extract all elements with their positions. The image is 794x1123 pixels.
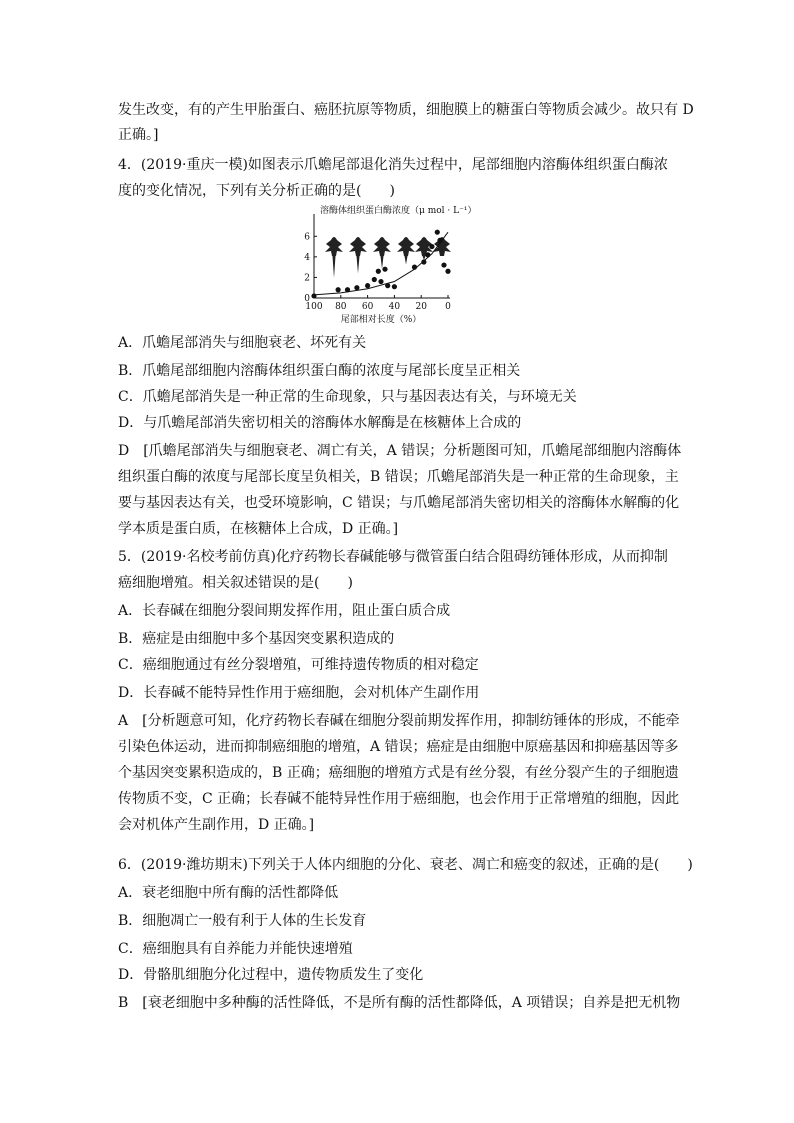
text-line: 发生改变，有的产生甲胎蛋白、癌胚抗原等物质，细胞膜上的糖蛋白等物质会减少。故只有 D <box>118 102 694 118</box>
text-line: 正确。] <box>118 127 159 143</box>
y-tick-label: 6 <box>304 232 310 243</box>
text-line: C．癌细胞通过有丝分裂增殖，可维持遗传物质的相对稳定 <box>118 657 479 673</box>
data-point <box>354 285 359 290</box>
data-point <box>412 265 417 270</box>
text-line: 要与基因表达有关，也受环境影响，C 错误；与爪蟾尾部消失密切相关的溶酶体水解酶的化 <box>118 495 680 511</box>
data-point <box>376 269 381 274</box>
text-line: D．骨骼肌细胞分化过程中，遗传物质发生了变化 <box>118 967 424 983</box>
text-line: B．细胞凋亡一般有利于人体的生长发育 <box>118 913 367 929</box>
text-line: 传物质不变，C 正确；长春碱不能特异性作用于癌细胞，也会作用于正常增殖的细胞，因此 <box>118 791 680 807</box>
chart-svg <box>300 200 480 328</box>
x-tick-label: 60 <box>361 302 374 312</box>
y-tick-label: 4 <box>304 252 310 263</box>
text-line: A．长春碱在细胞分裂间期发挥作用，阻止蛋白质合成 <box>118 603 451 619</box>
chart-title: 溶酶体组织蛋白酶浓度（μ mol · L⁻¹） <box>320 206 477 216</box>
data-point <box>336 287 341 292</box>
text-line: A [分析题意可知，化疗药物长春碱在细胞分裂前期发挥作用，抑制纺锤体的形成，不能牵 <box>118 713 680 729</box>
text-line: D．长春碱不能特异性作用于癌细胞，会对机体产生副作用 <box>118 685 480 701</box>
text-line: 引染色体运动，进而抑制癌细胞的增殖，A 错误；癌症是由细胞中原癌基因和抑癌基因等多 <box>118 739 679 755</box>
text-line: A．爪蟾尾部消失与细胞衰老、坏死有关 <box>118 335 367 351</box>
data-point <box>311 293 316 298</box>
data-point <box>382 267 387 272</box>
tadpole-stage-drawing <box>397 237 415 265</box>
tadpole-enzyme-chart <box>300 200 480 328</box>
data-point <box>435 230 440 235</box>
x-tick-label: 0 <box>445 302 451 312</box>
text-line: A．衰老细胞中所有酶的活性都降低 <box>118 885 339 901</box>
text-line: D．与爪蟾尾部消失密切相关的溶酶体水解酶是在核糖体上合成的 <box>118 415 522 431</box>
data-point <box>429 244 434 249</box>
y-tick-label: 0 <box>304 294 310 304</box>
tadpole-stage-drawing <box>325 237 343 278</box>
text-line: 4．(2019·重庆一模)如图表示爪蟾尾部退化消失过程中，尾部细胞内溶酶体组织蛋白酶浓 <box>118 157 668 173</box>
text-line: 癌细胞增殖。相关叙述错误的是( ) <box>118 575 353 591</box>
text-line: C．癌细胞具有自养能力并能快速增殖 <box>118 941 353 957</box>
data-point <box>378 279 383 284</box>
text-line: B．爪蟾尾部细胞内溶酶体组织蛋白酶的浓度与尾部长度呈正相关 <box>118 363 521 379</box>
x-axis-label: 尾部相对长度（%） <box>340 315 422 325</box>
x-tick-label: 40 <box>388 302 401 312</box>
data-point <box>421 259 426 264</box>
tadpole-stage-drawing <box>373 237 391 269</box>
x-tick-label: 20 <box>415 302 427 312</box>
y-tick-label: 2 <box>304 273 310 284</box>
text-line: C．爪蟾尾部消失是一种正常的生命现象，只与基因表达有关，与环境无关 <box>118 389 577 405</box>
text-line: 6．(2019·潍坊期末)下列关于人体内细胞的分化、衰老、凋亡和癌变的叙述，正确的是( ) <box>118 857 693 873</box>
data-point <box>437 238 442 243</box>
data-point <box>441 262 446 267</box>
text-line: 5．(2019·名校考前仿真)化疗药物长春碱能够与微管蛋白结合阻碍纺锤体形成，从而抑制 <box>118 549 668 565</box>
x-tick-label: 100 <box>305 302 323 312</box>
text-line: 组织蛋白酶的浓度与尾部长度呈负相关，B 错误；爪蟾尾部消失是一种正常的生命现象，主 <box>118 469 679 485</box>
data-point <box>365 283 370 288</box>
text-line: B [衰老细胞中多种酶的活性降低，不是所有酶的活性都降低，A 项错误；自养是把无机物 <box>118 995 681 1011</box>
text-line: 学本质是蛋白质，在核糖体上合成，D 正确。] <box>118 521 399 537</box>
data-point <box>385 283 390 288</box>
tadpole-stage-drawing <box>349 237 367 274</box>
text-line: 个基因突变累积造成的，B 正确；癌细胞的增殖方式是有丝分裂，有丝分裂产生的子细胞遗 <box>118 765 679 781</box>
data-point <box>445 269 450 274</box>
text-line: 度的变化情况，下列有关分析正确的是( ) <box>118 183 395 199</box>
data-point <box>345 287 350 292</box>
text-line: D [爪蟾尾部消失与细胞衰老、凋亡有关，A 错误；分析题图可知，爪蟾尾部细胞内溶酶体 <box>118 443 682 459</box>
x-tick-label: 80 <box>335 302 347 312</box>
text-line: 会对机体产生副作用，D 正确。] <box>118 817 315 833</box>
data-point <box>392 284 397 289</box>
data-point <box>425 252 430 257</box>
text-line: B．癌症是由细胞中多个基因突变累积造成的 <box>118 631 395 647</box>
data-point <box>372 277 377 282</box>
